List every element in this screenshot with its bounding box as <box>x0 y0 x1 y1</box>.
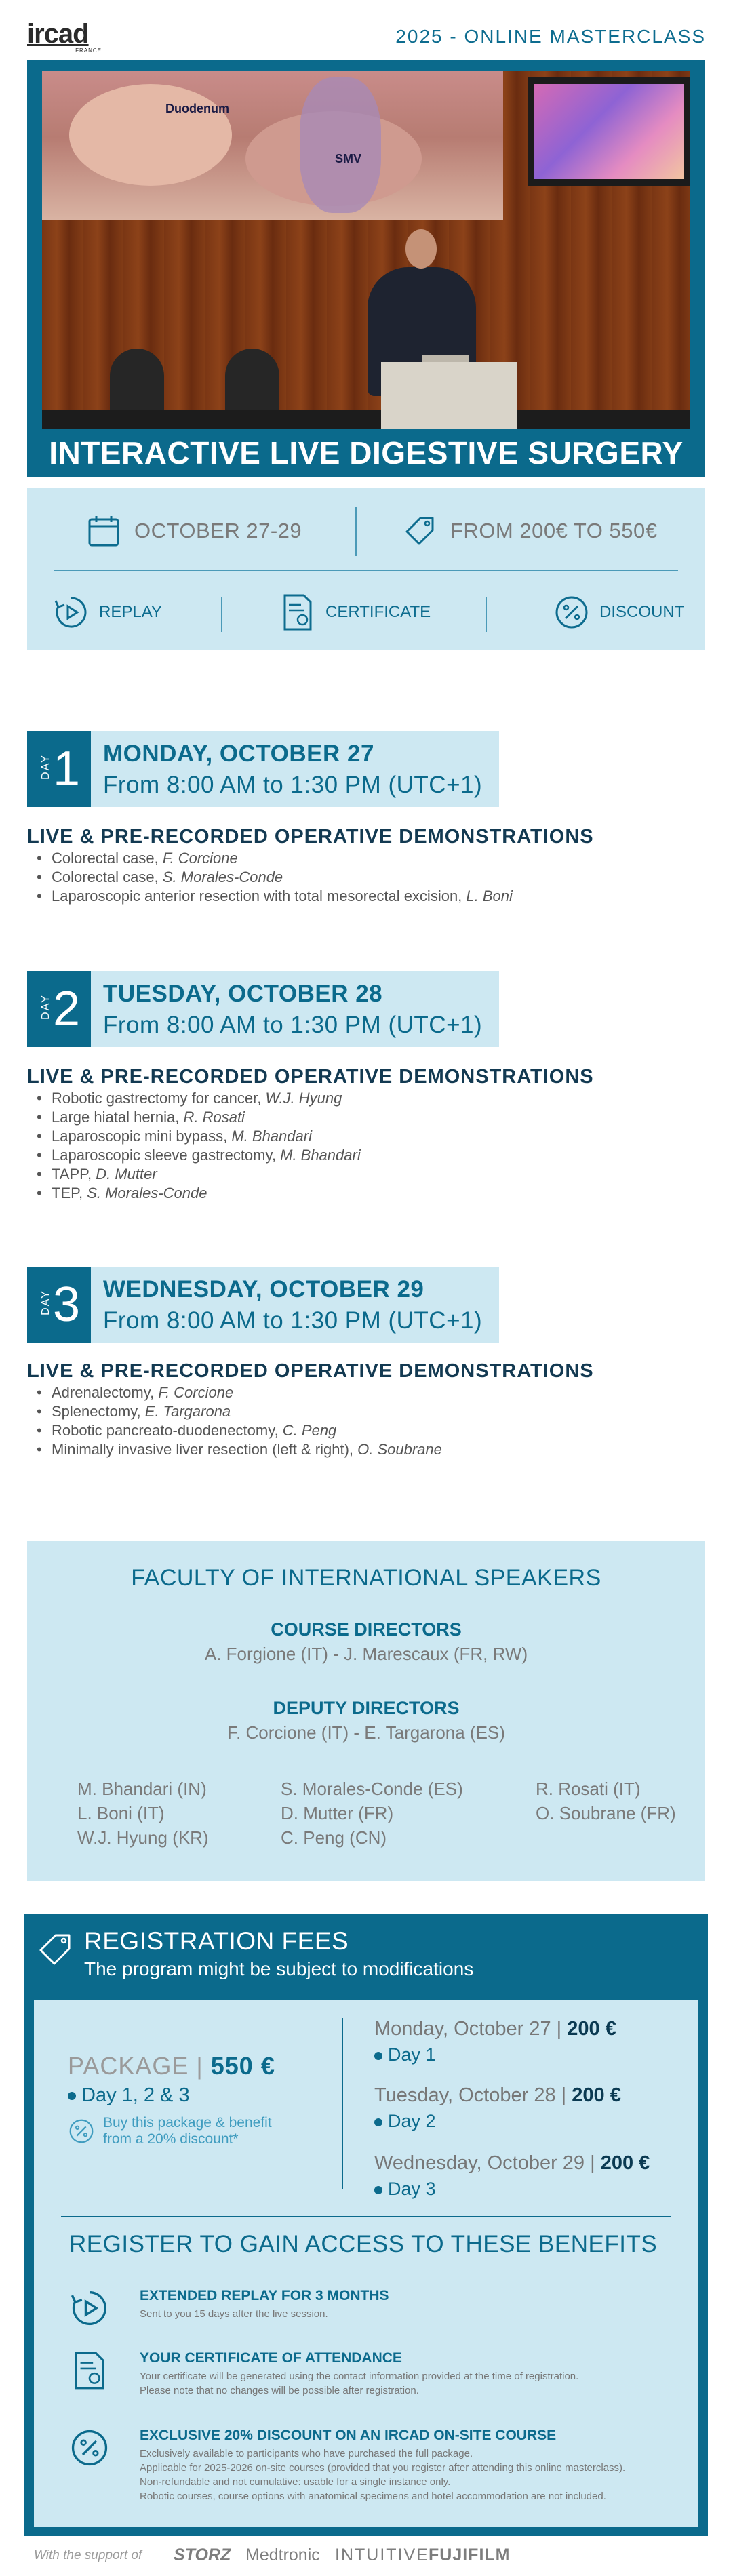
day-title: TUESDAY, OCTOBER 28 <box>103 980 383 1007</box>
speaker-column <box>281 1777 463 1850</box>
registration-header <box>84 1927 473 1980</box>
course-directors-label: COURSE DIRECTORS <box>271 1619 462 1640</box>
benefit-title: YOUR CERTIFICATE OF ATTENDANCE <box>140 2350 402 2366</box>
logo-sub: FRANCE <box>75 47 102 54</box>
speaker-column <box>536 1777 676 1825</box>
speaker-head <box>405 229 437 269</box>
masterclass-label: 2025 - ONLINE MASTERCLASS <box>395 26 706 47</box>
top-bar <box>0 0 733 57</box>
day-price-1[interactable]: Monday, October 27 | 200 € Day 1 <box>374 2018 616 2065</box>
day-number-badge <box>27 1267 91 1343</box>
price-info <box>401 507 657 555</box>
day-number-badge <box>27 731 91 807</box>
registration-section <box>24 1914 708 2536</box>
day-number: 3 <box>53 1277 81 1332</box>
list-item: • Colorectal case, F. Corcione <box>37 849 513 868</box>
list-item: • Robotic pancreato-duodenectomy, C. Peng <box>37 1421 442 1440</box>
day-word: DAY <box>40 754 52 780</box>
day-time: From 8:00 AM to 1:30 PM (UTC+1) <box>103 1012 483 1038</box>
sponsor-footer <box>0 2537 733 2576</box>
package-discount: Buy this package & benefit from a 20% discount* <box>68 2115 275 2147</box>
case-list-3 <box>37 1383 442 1459</box>
package-title: PACKAGE | 550 € <box>68 2052 275 2080</box>
benefit-certificate <box>69 2350 679 2411</box>
day-title: MONDAY, OCTOBER 27 <box>103 740 374 767</box>
price-text: FROM 200€ TO 550€ <box>450 519 658 542</box>
divider <box>342 2018 343 2189</box>
divider <box>221 597 222 632</box>
case-list-2 <box>37 1089 361 1203</box>
day-price-3[interactable]: Wednesday, October 29 | 200 € Day 3 <box>374 2152 650 2199</box>
day-title: WEDNESDAY, OCTOBER 29 <box>103 1276 424 1303</box>
day-header-2 <box>27 971 499 1047</box>
day-word: DAY <box>40 994 52 1020</box>
replay-label: REPLAY <box>99 603 162 621</box>
benefit-title: EXTENDED REPLAY FOR 3 MONTHS <box>140 2288 389 2303</box>
sponsor-logo-intuitive: INTUITIVE <box>335 2545 429 2564</box>
benefit-description: Exclusively available to participants who have purchased the full package. Applicable for 2025-2026 on-site courses (provided that you register after attending this online masterclass). Non-refundable and not cumulative: usable for a single instance only. Robotic courses, course options with anatomical specimens and hotel accommodation are not included. <box>140 2448 626 2502</box>
divider <box>54 570 678 571</box>
discount-icon <box>553 594 590 631</box>
benefit-description: Your certificate will be generated using the contact information provided at the time of registration. Please note that no changes will be possible after registration. <box>140 2371 579 2396</box>
divider <box>61 2216 671 2217</box>
discount-feature <box>553 589 684 636</box>
sponsor-logo-medtronic: Medtronic <box>245 2545 320 2564</box>
certificate-icon <box>279 593 316 632</box>
calendar-icon <box>85 513 122 549</box>
list-item: • Splenectomy, E. Targarona <box>37 1402 442 1421</box>
replay-icon <box>53 594 90 631</box>
certificate-icon <box>69 2350 110 2391</box>
list-item: • Large hiatal hernia, R. Rosati <box>37 1108 361 1127</box>
speaker-name: D. Mutter (FR) <box>281 1803 394 1823</box>
day-header-1 <box>27 731 499 807</box>
faculty-title: FACULTY OF INTERNATIONAL SPEAKERS <box>131 1565 601 1591</box>
podium-base <box>381 362 517 429</box>
info-box <box>27 488 705 650</box>
screen-label: Duodenum <box>165 102 229 115</box>
monitor <box>528 77 690 186</box>
day-word: DAY <box>40 1290 52 1315</box>
package-days: Day 1, 2 & 3 <box>68 2084 275 2107</box>
case-list-1 <box>37 849 513 906</box>
projection-screen <box>42 71 503 220</box>
sponsor-logo-storz: STORZ <box>174 2545 231 2564</box>
list-item: • Colorectal case, S. Morales-Conde <box>37 868 513 887</box>
screen-label: SMV <box>335 152 362 165</box>
speaker-name: L. Boni (IT) <box>77 1803 165 1823</box>
registration-panel <box>34 2000 698 2527</box>
replay-feature <box>53 589 162 636</box>
benefit-replay <box>69 2288 679 2335</box>
faculty-section <box>27 1541 705 1881</box>
deputy-directors: F. Corcione (IT) - E. Targarona (ES) <box>227 1722 505 1743</box>
day-header-3 <box>27 1267 499 1343</box>
speaker-name: C. Peng (CN) <box>281 1827 387 1848</box>
list-item: • Adrenalectomy, F. Corcione <box>37 1383 442 1402</box>
bullet-dot <box>68 2092 76 2100</box>
replay-icon <box>69 2288 110 2329</box>
day-number: 1 <box>53 742 81 796</box>
hero-photo <box>42 71 690 429</box>
date-info <box>85 507 302 555</box>
registration-title: REGISTRATION FEES <box>84 1927 349 1955</box>
speaker-name: R. Rosati (IT) <box>536 1779 641 1799</box>
section-heading: LIVE & PRE-RECORDED OPERATIVE DEMONSTRATIONS <box>27 826 594 848</box>
list-item: • Robotic gastrectomy for cancer, W.J. Hyung <box>37 1089 361 1108</box>
logo-word: ircad <box>27 19 89 49</box>
day-price-2[interactable]: Tuesday, October 28 | 200 € Day 2 <box>374 2084 621 2131</box>
discount-icon <box>68 2118 95 2145</box>
registration-subtitle: The program might be subject to modifications <box>84 1958 474 1979</box>
section-heading: LIVE & PRE-RECORDED OPERATIVE DEMONSTRATIONS <box>27 1066 594 1088</box>
speaker-name: O. Soubrane (FR) <box>536 1803 676 1823</box>
price-tag-icon <box>37 1930 75 1968</box>
course-directors: A. Forgione (IT) - J. Marescaux (FR, RW) <box>204 1644 528 1664</box>
speaker-column <box>77 1777 209 1850</box>
benefit-title: EXCLUSIVE 20% DISCOUNT ON AN IRCAD ON-SITE COURSE <box>140 2428 557 2443</box>
list-item: • TEP, S. Morales-Conde <box>37 1184 361 1203</box>
discount-icon <box>69 2428 110 2468</box>
divider <box>486 597 487 632</box>
support-label: With the support of <box>34 2548 142 2562</box>
day-number: 2 <box>53 982 81 1036</box>
list-item: • Laparoscopic mini bypass, M. Bhandari <box>37 1127 361 1146</box>
deputy-directors-label: DEPUTY DIRECTORS <box>273 1698 460 1718</box>
ircad-logo[interactable] <box>27 19 102 54</box>
benefit-discount <box>69 2428 679 2516</box>
date-text: OCTOBER 27-29 <box>134 519 302 542</box>
list-item: • TAPP, D. Mutter <box>37 1165 361 1184</box>
table <box>42 410 690 429</box>
certificate-feature <box>279 589 431 636</box>
certificate-label: CERTIFICATE <box>325 603 431 621</box>
day-time: From 8:00 AM to 1:30 PM (UTC+1) <box>103 772 483 798</box>
hero-banner <box>27 60 705 477</box>
speaker-name: S. Morales-Conde (ES) <box>281 1779 463 1799</box>
sponsor-logo-fujifilm: FUJIFILM <box>429 2545 511 2564</box>
package-offer[interactable] <box>68 2052 275 2147</box>
price-tag-icon <box>401 513 438 549</box>
list-item: • Laparoscopic anterior resection with total mesorectal excision, L. Boni <box>37 887 513 906</box>
list-item: • Laparoscopic sleeve gastrectomy, M. Bhandari <box>37 1146 361 1165</box>
benefits-title: REGISTER TO GAIN ACCESS TO THESE BENEFITS <box>69 2231 658 2257</box>
speaker-name: W.J. Hyung (KR) <box>77 1827 209 1848</box>
hero-title: INTERACTIVE LIVE DIGESTIVE SURGERY <box>49 435 684 471</box>
section-heading: LIVE & PRE-RECORDED OPERATIVE DEMONSTRATIONS <box>27 1360 594 1382</box>
benefit-description: Sent to you 15 days after the live session. <box>140 2308 328 2320</box>
divider <box>355 507 357 556</box>
list-item: • Minimally invasive liver resection (left & right), O. Soubrane <box>37 1440 442 1459</box>
day-number-badge <box>27 971 91 1047</box>
day-time: From 8:00 AM to 1:30 PM (UTC+1) <box>103 1307 483 1334</box>
speaker-name: M. Bhandari (IN) <box>77 1779 207 1799</box>
discount-label: DISCOUNT <box>599 603 685 621</box>
package-price: 550 € <box>210 2052 275 2080</box>
